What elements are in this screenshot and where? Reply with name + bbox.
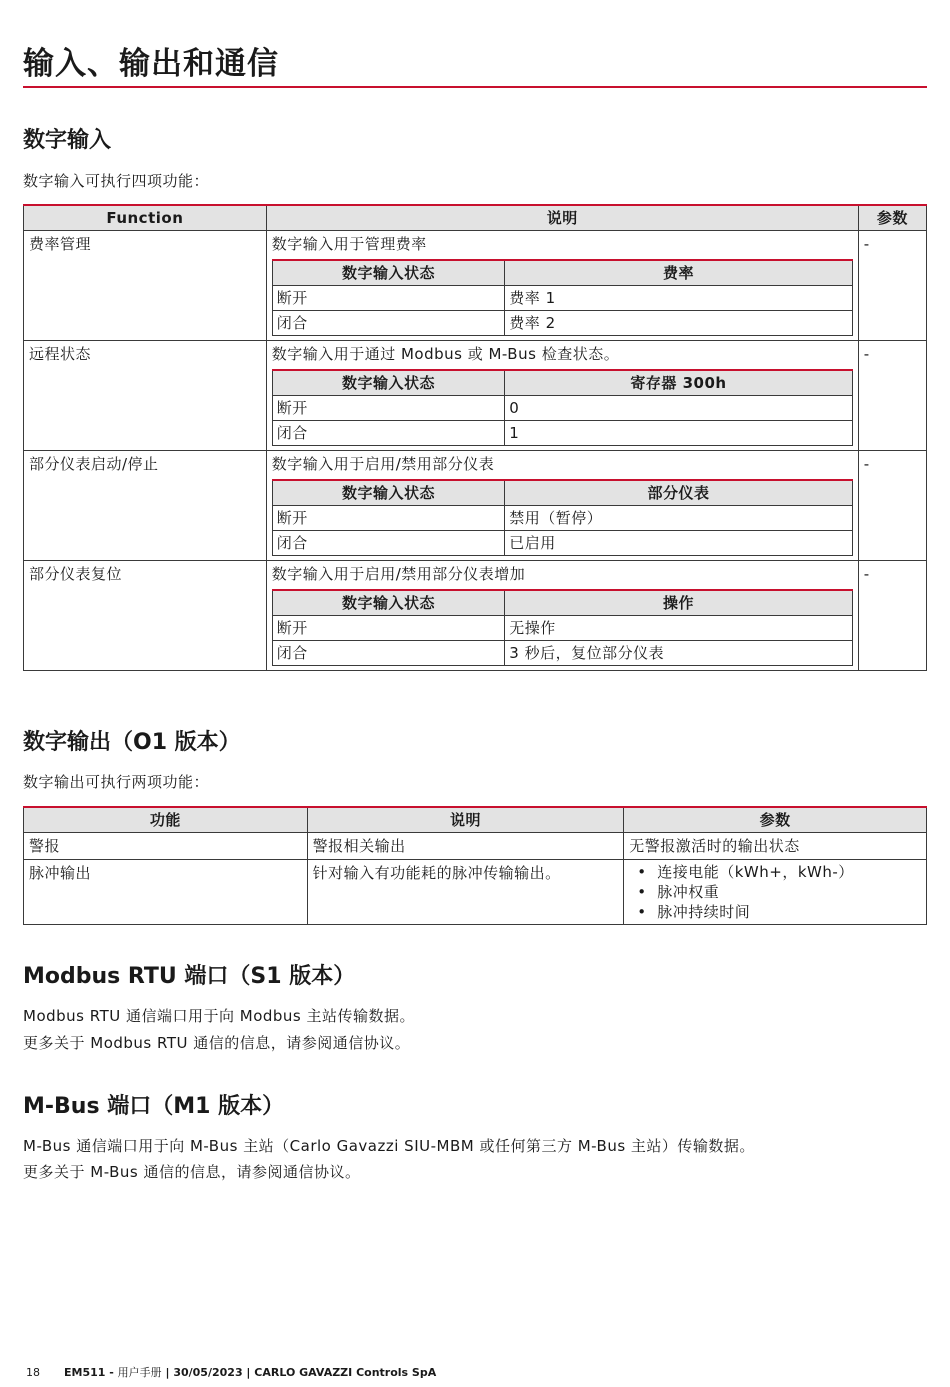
list-item: • 脉冲权重 [657,882,921,902]
inner-header-value: 操作 [505,590,852,616]
footer-rest: | 30/05/2023 | CARLO GAVAZZI Controls SpA [161,1366,437,1379]
inner-row [272,616,852,641]
function-cell: 费率管理 [24,231,267,341]
inner-row [272,421,852,446]
description-cell [266,231,858,341]
inner-cell: 断开 [272,396,505,421]
param-cell: - [858,451,926,561]
inner-cell: 断开 [272,286,505,311]
param-cell: - [858,341,926,451]
description-cell [266,341,858,451]
description-cell: 针对输入有功能耗的脉冲传输输出。 [307,860,624,925]
description-cell [266,451,858,561]
param-cell: - [858,231,926,341]
mbus-heading: M-Bus 端口（M1 版本） [23,1094,285,1119]
inner-cell: 闭合 [272,421,505,446]
inner-row [272,531,852,556]
description-text: 数字输入用于启用/禁用部分仪表 [271,455,495,473]
modbus-heading: Modbus RTU 端口（S1 版本） [23,964,356,989]
footer-separator: - [105,1366,118,1379]
description-text: 数字输入用于启用/禁用部分仪表增加 [271,565,526,583]
modbus-line-1: Modbus RTU 通信端口用于向 Modbus 主站传输数据。 [23,1007,416,1025]
column-header-param: 参数 [624,807,927,833]
inner-cell: 闭合 [272,641,505,666]
table-header-row [24,807,927,833]
column-header-description: 说明 [266,205,858,231]
table-row [24,833,927,860]
inner-row [272,506,852,531]
inner-cell: 3 秒后，复位部分仪表 [505,641,852,666]
digital-input-table [23,204,927,671]
page-footer [26,1366,436,1380]
inner-header-state: 数字输入状态 [272,590,505,616]
inner-cell: 无操作 [505,616,852,641]
function-cell: 部分仪表复位 [24,561,267,671]
description-text: 数字输入用于通过 Modbus 或 M-Bus 检查状态。 [271,345,620,363]
inner-table [272,369,853,446]
inner-header-state: 数字输入状态 [272,260,505,286]
digital-output-intro: 数字输出可执行两项功能： [23,773,210,791]
table-row [24,231,927,341]
inner-table [272,479,853,556]
param-cell: - [858,561,926,671]
inner-cell: 费率 1 [505,286,852,311]
column-header-param: 参数 [858,205,926,231]
inner-row [272,311,852,336]
digital-output-heading: 数字输出（O1 版本） [23,730,241,755]
title-rule [23,86,927,88]
description-text: 数字输入用于管理费率 [271,235,427,253]
digital-output-table [23,806,927,925]
inner-row [272,396,852,421]
mbus-line-1: M-Bus 通信端口用于向 M-Bus 主站（Carlo Gavazzi SIU-MBM 或任何第三方 M-Bus 主站）传输数据。 [23,1137,755,1155]
inner-row [272,641,852,666]
table-row [24,860,927,925]
list-item: • 连接电能（kWh+，kWh-） [657,862,921,882]
inner-cell: 闭合 [272,531,505,556]
function-cell: 部分仪表启动/停止 [24,451,267,561]
param-cell [624,860,927,925]
page-number: 18 [26,1366,40,1379]
inner-header-value: 寄存器 300h [505,370,852,396]
page-title: 输入、输出和通信 [23,46,279,82]
inner-cell: 闭合 [272,311,505,336]
mbus-line-2: 更多关于 M-Bus 通信的信息，请参阅通信协议。 [23,1163,361,1181]
table-row [24,341,927,451]
inner-header-value: 费率 [505,260,852,286]
digital-input-intro: 数字输入可执行四项功能： [23,172,210,190]
inner-cell: 1 [505,421,852,446]
function-cell: 警报 [24,833,308,860]
param-cell: 无警报激活时的输出状态 [624,833,927,860]
inner-cell: 已启用 [505,531,852,556]
digital-input-heading: 数字输入 [23,128,112,153]
function-cell: 脉冲输出 [24,860,308,925]
table-header-row [24,205,927,231]
description-cell [266,561,858,671]
table-row [24,451,927,561]
column-header-description: 说明 [307,807,624,833]
inner-header-state: 数字输入状态 [272,480,505,506]
column-header-function: Function [24,205,267,231]
inner-cell: 断开 [272,616,505,641]
footer-manual: 用户手册 [117,1366,162,1379]
inner-cell: 断开 [272,506,505,531]
inner-header-value: 部分仪表 [505,480,852,506]
description-cell: 警报相关输出 [307,833,624,860]
inner-table [272,259,853,336]
inner-cell: 0 [505,396,852,421]
footer-doc: EM511 [64,1366,106,1379]
inner-table [272,589,853,666]
table-row [24,561,927,671]
param-bullet-list [629,862,921,922]
inner-cell: 禁用（暂停） [505,506,852,531]
inner-row [272,286,852,311]
modbus-line-2: 更多关于 Modbus RTU 通信的信息，请参阅通信协议。 [23,1034,411,1052]
inner-header-state: 数字输入状态 [272,370,505,396]
inner-cell: 费率 2 [505,311,852,336]
column-header-function: 功能 [24,807,308,833]
function-cell: 远程状态 [24,341,267,451]
list-item: • 脉冲持续时间 [657,902,921,922]
